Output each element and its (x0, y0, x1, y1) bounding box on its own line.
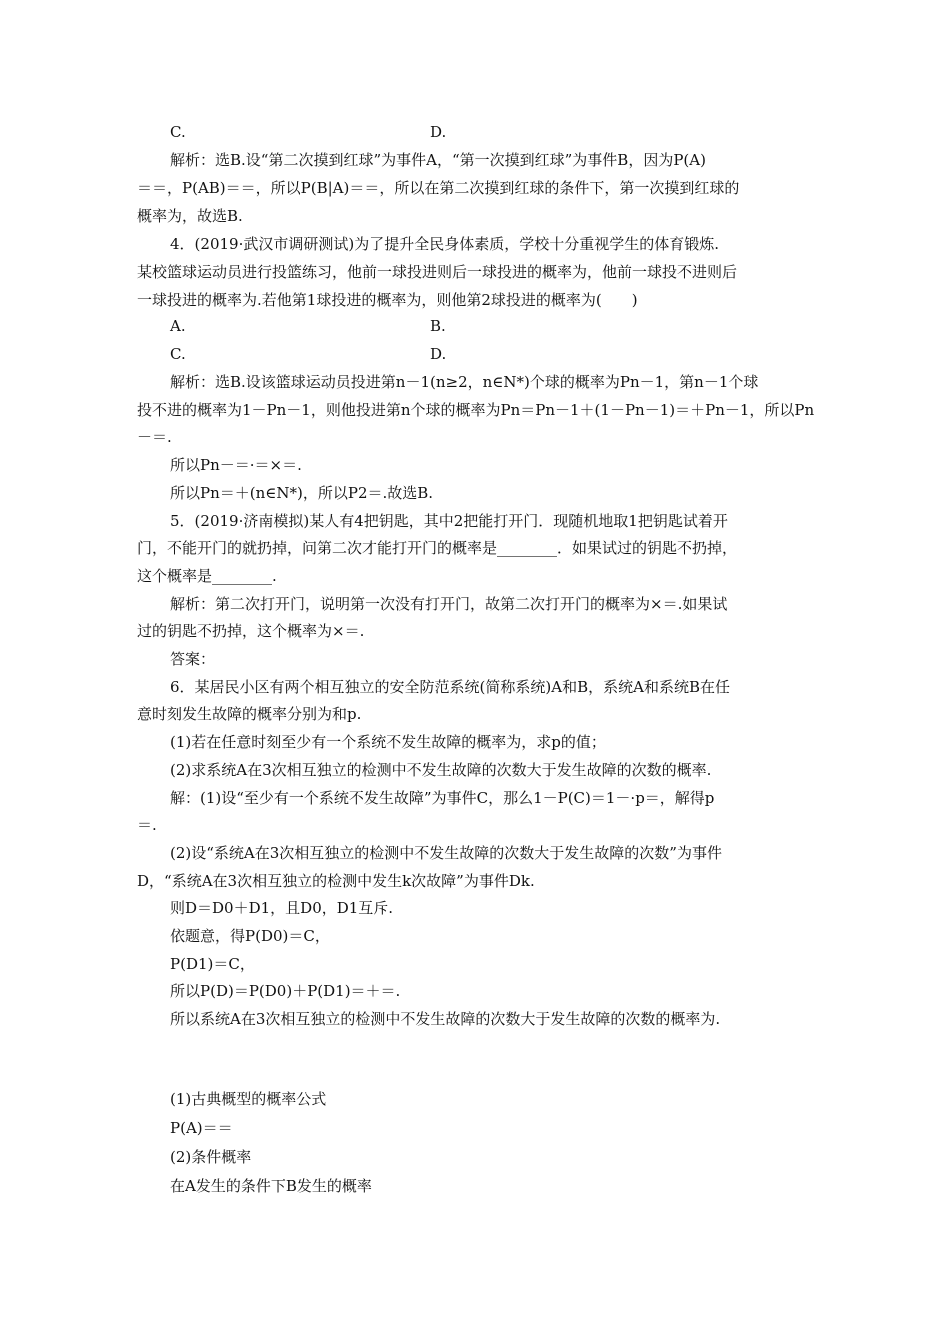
q4-option-c: C. (170, 345, 186, 363)
q4-option-b: B. (430, 317, 446, 335)
text-line: ＝＝，P(AB)＝＝，所以P(B|A)＝＝，所以在第二次摸到红球的条件下，第一次摸到红球的 (137, 179, 740, 197)
text-line: P(D1)＝C， (170, 954, 255, 973)
q3-option-d: D. (430, 123, 447, 141)
text-line: 依题意，得P(D0)＝C， (170, 927, 330, 945)
text-line: 6．某居民小区有两个相互独立的安全防范系统(简称系统)A和B，系统A和系统B在任 (170, 677, 730, 696)
text-line: 一球投进的概率为.若他第1球投进的概率为，则他第2球投进的概率为( ) (137, 291, 638, 309)
text-line: (2)求系统A在3次相互独立的检测中不发生故障的次数大于发生故障的次数的概率. (170, 760, 712, 779)
text-line: 解析：选B.设该篮球运动员投进第n－1(n≥2，n∈N*)个球的概率为Pn－1，第n－1个球 (170, 373, 759, 391)
text-line: 所以Pn－＝·＝×＝. (170, 456, 302, 475)
text-line: 概率为，故选B. (137, 207, 243, 225)
q4-option-a: A. (170, 317, 186, 335)
text-line: (1)若在任意时刻至少有一个系统不发生故障的概率为，求p的值； (170, 733, 606, 752)
text-line: 投不进的概率为1－Pn－1，则他投进第n个球的概率为Pn＝Pn－1＋(1－Pn－1)＝＋Pn－1，所以Pn (137, 400, 815, 419)
text-line: (2)设“系统A在3次相互独立的检测中不发生故障的次数大于发生故障的次数”为事件 (170, 843, 722, 862)
text-line: 则D＝D0＋D1，且D0，D1互斥. (170, 899, 394, 918)
summary-line: 在A发生的条件下B发生的概率 (170, 1177, 372, 1195)
text-line: 4．(2019·武汉市调研测试)为了提升全民身体素质，学校十分重视学生的体育锻炼. (170, 235, 719, 253)
text-line: 答案： (170, 650, 216, 668)
text-line: D，“系统A在3次相互独立的检测中发生k次故障”为事件Dk. (137, 871, 535, 890)
text-line: 解析：选B.设“第二次摸到红球”为事件A，“第一次摸到红球”为事件B，因为P(A) (170, 151, 706, 169)
summary-line: P(A)＝＝ (170, 1119, 233, 1137)
text-line: 所以P(D)＝P(D0)＋P(D1)＝＋＝. (170, 982, 401, 1001)
text-line: ＝. (137, 816, 157, 835)
text-line: 这个概率是________. (137, 566, 277, 585)
text-line: 过的钥匙不扔掉，这个概率为×＝. (137, 622, 365, 641)
text-line: 5．(2019·济南模拟)某人有4把钥匙，其中2把能打开门．现随机地取1把钥匙试着开 (170, 511, 728, 530)
q3-option-c: C. (170, 123, 186, 141)
summary-line: (1)古典概型的概率公式 (170, 1090, 327, 1108)
summary-line: (2)条件概率 (170, 1148, 252, 1166)
text-line: 解：(1)设“至少有一个系统不发生故障”为事件C，那么1－P(C)＝1－·p＝，解得p (170, 788, 715, 807)
text-line: 所以系统A在3次相互独立的检测中不发生故障的次数大于发生故障的次数的概率为. (170, 1010, 721, 1029)
text-line: 所以Pn＝＋(n∈N*)，所以P2＝.故选B. (170, 483, 434, 502)
text-line: 意时刻发生故障的概率分别为和p. (137, 705, 362, 724)
q4-option-d: D. (430, 345, 447, 363)
text-line: －＝. (137, 428, 172, 447)
text-line: 门，不能开门的就扔掉，问第二次才能打开门的概率是________．如果试过的钥匙不扔掉， (137, 539, 738, 558)
text-line: 某校篮球运动员进行投篮练习，他前一球投进则后一球投进的概率为，他前一球投不进则后 (137, 263, 738, 281)
text-line: 解析：第二次打开门，说明第一次没有打开门，故第二次打开门的概率为×＝.如果试 (170, 594, 728, 613)
